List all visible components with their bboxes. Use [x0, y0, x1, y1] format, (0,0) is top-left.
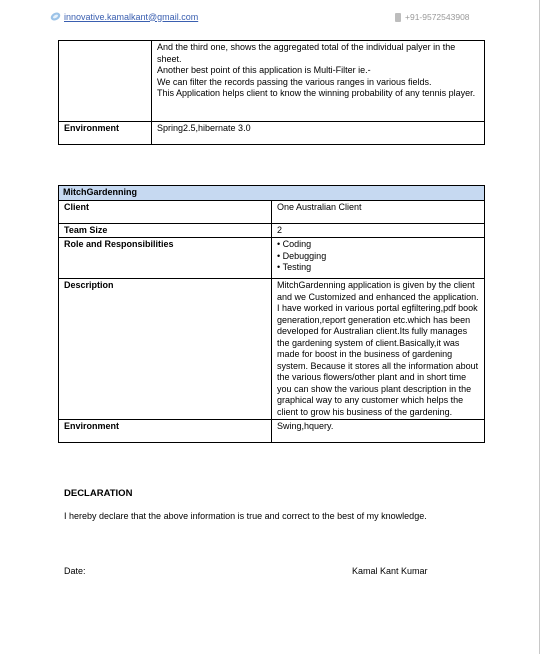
project-table-2 [58, 185, 485, 443]
description-line: This Application helps client to know the winning probability of any tennis player. [157, 88, 476, 98]
description-label-cell [59, 41, 152, 122]
declaration-text: I hereby declare that the above information is true and correct to the best of my knowledge. [64, 511, 427, 521]
header-email [50, 11, 198, 22]
description-line: Another best point of this application is Multi-Filter ie.- [157, 65, 371, 75]
list-item: • Testing [277, 262, 479, 274]
email-icon [50, 11, 61, 22]
table-row [59, 122, 485, 145]
roles-cell [272, 238, 485, 279]
team-size-label: Team Size [59, 223, 272, 238]
list-item: • Coding [277, 239, 479, 251]
team-size-value: 2 [272, 223, 485, 238]
table-row [59, 279, 485, 420]
roles-list [277, 239, 479, 274]
project-table-1 [58, 40, 485, 145]
environment-label: Environment [59, 420, 272, 443]
table-row [59, 41, 485, 122]
phone-number: +91-9572543908 [405, 12, 470, 22]
description-label: Description [59, 279, 272, 420]
table-row [59, 223, 485, 238]
description-line: And the third one, shows the aggregated total of the individual palyer in the sheet. [157, 42, 456, 64]
environment-value: Swing,hquery. [272, 420, 485, 443]
declaration-title: DECLARATION [64, 488, 133, 499]
header-phone [395, 12, 470, 22]
table-row [59, 186, 485, 201]
client-value: One Australian Client [272, 200, 485, 223]
phone-icon [395, 13, 401, 22]
environment-label: Environment [59, 122, 152, 145]
signature-name: Kamal Kant Kumar [352, 566, 428, 576]
role-label: Role and Responsibilities [59, 238, 272, 279]
list-item: • Debugging [277, 251, 479, 263]
table-row [59, 420, 485, 443]
client-label: Client [59, 200, 272, 223]
description-cell [152, 41, 485, 122]
email-link[interactable]: innovative.kamalkant@gmail.com [64, 11, 199, 22]
table-row [59, 200, 485, 223]
description-line: We can filter the records passing the various ranges in various fields. [157, 76, 432, 87]
page-edge [539, 0, 540, 654]
description-value: MitchGardenning application is given by the client and we Customized and enhanced the application. I have worked in various portal egfiltering,pdf book generation,report generation etc.which has been developed for Australian client.Its fully manages the gardening system of client.Basically,it was made for boost in the business of gardening system. Because it stores all the information about the various flowers/other plant and in short time you can show the various plant description in the graphical way to any customer which helps the client to grow his business of the gardening. [272, 279, 485, 420]
date-label: Date: [64, 566, 86, 576]
table-row [59, 238, 485, 279]
environment-value: Spring2.5,hibernate 3.0 [152, 122, 485, 145]
project-title: MitchGardenning [59, 186, 485, 201]
